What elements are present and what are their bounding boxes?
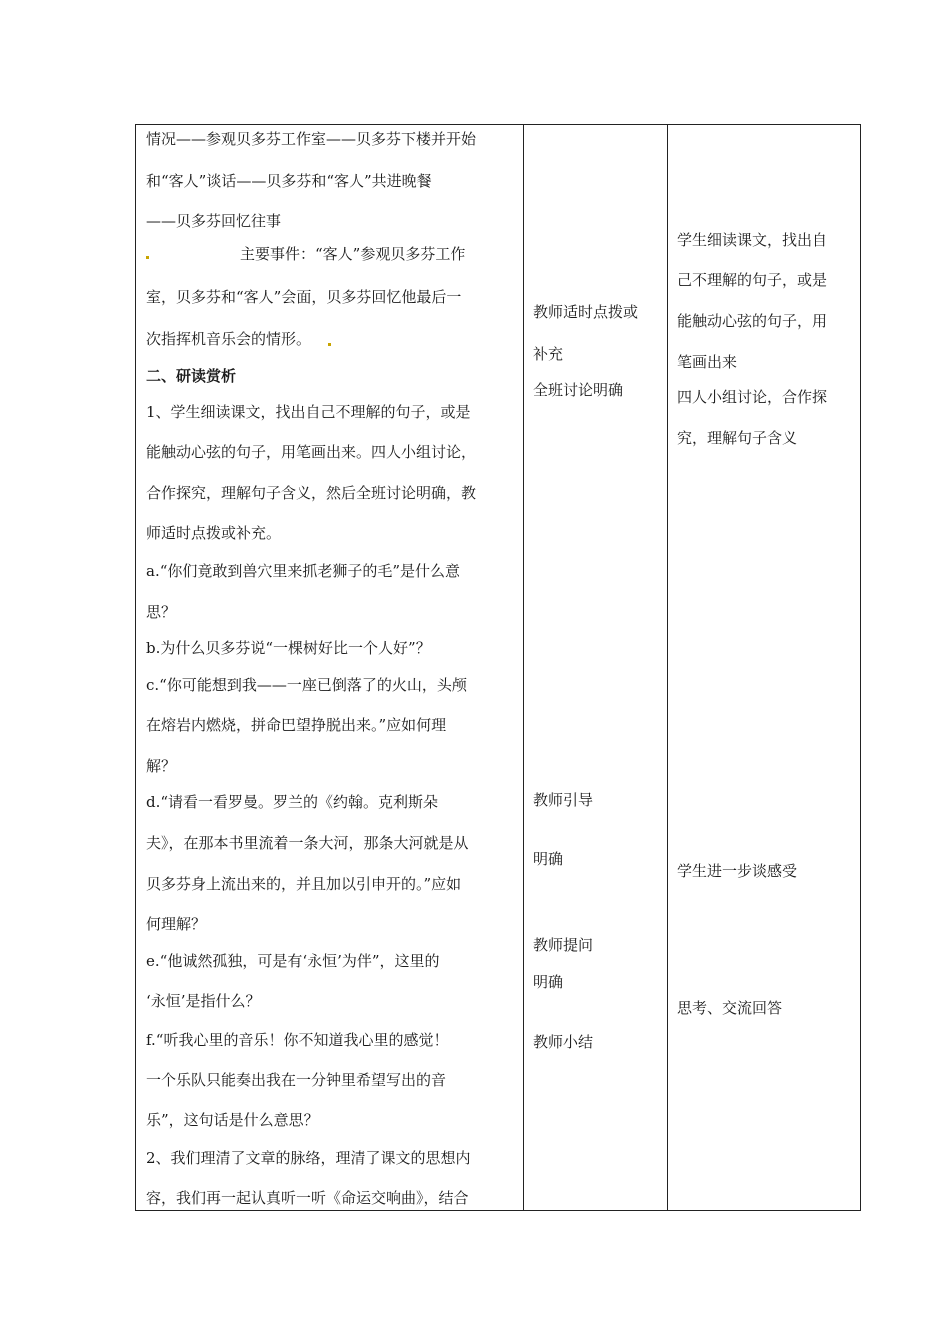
content-line: 一个乐队只能奏出我在一分钟里希望写出的音 xyxy=(146,1071,447,1089)
content-line: 在熔岩内燃烧，拼命巴望挣脱出来。”应如何理 xyxy=(146,716,447,734)
teacher-line: 补充 xyxy=(533,345,564,363)
content-line: 师适时点拨或补充。 xyxy=(146,524,282,542)
lesson-table xyxy=(135,124,861,1211)
student-line: 四人小组讨论，合作探 xyxy=(677,388,828,406)
teacher-line: 全班讨论明确 xyxy=(533,381,624,399)
teaching-content-column xyxy=(136,125,524,1210)
section-heading: 二、研读赏析 xyxy=(146,367,237,385)
teacher-activity-column xyxy=(523,125,668,1210)
content-line: 1、学生细读课文，找出自己不理解的句子，或是 xyxy=(146,403,471,421)
content-line: 2、我们理清了文章的脉络，理清了课文的思想内 xyxy=(146,1149,471,1167)
teacher-line: 教师小结 xyxy=(533,1033,594,1051)
content-line: 合作探究，理解句子含义，然后全班讨论明确，教 xyxy=(146,484,477,502)
mark-dot xyxy=(328,343,331,346)
student-line: 究，理解句子含义 xyxy=(677,429,798,447)
student-line: 学生进一步谈感受 xyxy=(677,862,798,880)
content-line: 贝多芬身上流出来的，并且加以引申开的。”应如 xyxy=(146,875,462,893)
content-line: 思？ xyxy=(146,603,177,621)
teacher-line: 教师提问 xyxy=(533,936,594,954)
teacher-line: 教师引导 xyxy=(533,791,594,809)
student-activity-column xyxy=(667,125,860,1210)
content-line: 解？ xyxy=(146,757,177,775)
content-line: ——贝多芬回忆往事 xyxy=(146,212,282,230)
student-line: 笔画出来 xyxy=(677,353,738,371)
question-a: a.“你们竟敢到兽穴里来抓老狮子的毛”是什么意 xyxy=(146,562,461,580)
content-line: 容，我们再一起认真听一听《命运交响曲》，结合 xyxy=(146,1189,469,1207)
content-line: ‘永恒’是指什么？ xyxy=(146,992,261,1010)
question-b: b.为什么贝多芬说“一棵树好比一个人好”？ xyxy=(146,639,431,657)
question-e: e.“他诚然孤独，可是有‘永恒’为伴”，这里的 xyxy=(146,952,440,970)
teacher-line: 明确 xyxy=(533,973,564,991)
question-c: c.“你可能想到我——一座已倒落了的火山，头颅 xyxy=(146,676,467,694)
content-line: 乐”，这句话是什么意思？ xyxy=(146,1111,319,1129)
mark-dot xyxy=(146,256,149,259)
question-d: d.“请看一看罗曼。罗兰的《约翰。克利斯朵 xyxy=(146,793,439,811)
content-line: 夫》，在那本书里流着一条大河，那条大河就是从 xyxy=(146,834,469,852)
content-line: 主要事件：“客人”参观贝多芬工作 xyxy=(240,245,466,263)
content-line: 何理解？ xyxy=(146,915,207,933)
student-line: 己不理解的句子，或是 xyxy=(677,271,828,289)
content-line: 情况——参观贝多芬工作室——贝多芬下楼并开始 xyxy=(146,130,477,148)
content-line: 次指挥机音乐会的情形。 xyxy=(146,330,312,348)
content-line: 室，贝多芬和“客人”会面，贝多芬回忆他最后一 xyxy=(146,288,462,306)
content-line: 和“客人”谈话——贝多芬和“客人”共进晚餐 xyxy=(146,172,432,190)
question-f: f.“听我心里的音乐！你不知道我心里的感觉！ xyxy=(146,1031,449,1049)
student-line: 思考、交流回答 xyxy=(677,999,783,1017)
teacher-line: 教师适时点拨或 xyxy=(533,303,639,321)
content-line: 能触动心弦的句子，用笔画出来。四人小组讨论， xyxy=(146,443,477,461)
teacher-line: 明确 xyxy=(533,850,564,868)
student-line: 能触动心弦的句子，用 xyxy=(677,312,828,330)
student-line: 学生细读课文，找出自 xyxy=(677,231,828,249)
